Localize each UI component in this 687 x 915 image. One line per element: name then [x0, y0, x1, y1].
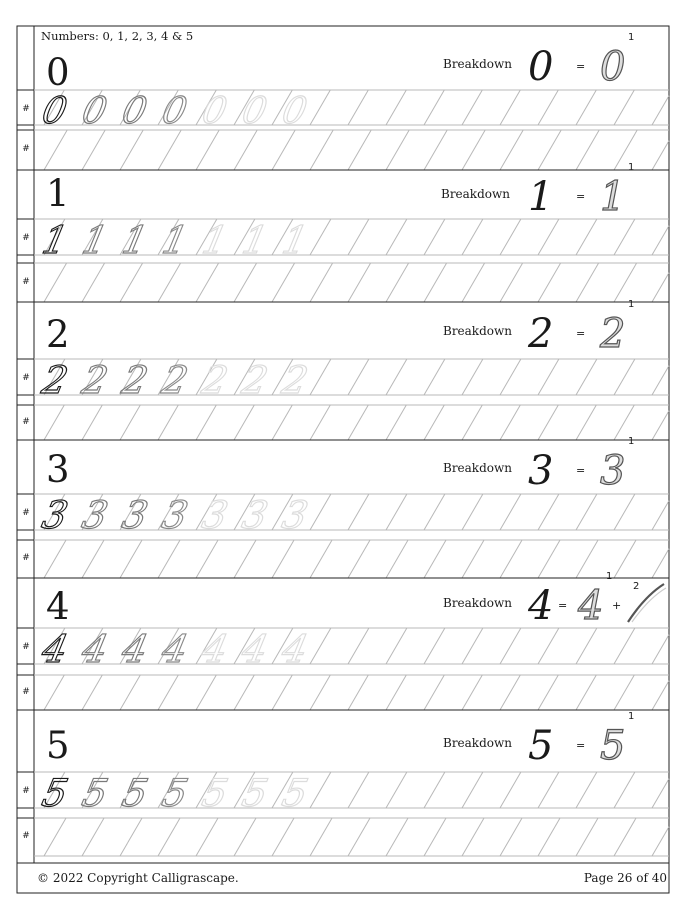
svg-text:3: 3	[600, 448, 626, 494]
svg-text:1: 1	[158, 219, 192, 263]
svg-text:4: 4	[158, 628, 192, 672]
slant-guides	[44, 263, 669, 302]
svg-text:2: 2	[633, 581, 640, 592]
breakdown-label: Breakdown	[443, 324, 512, 338]
svg-text:=: =	[576, 327, 586, 340]
svg-text:3: 3	[158, 494, 192, 538]
svg-text:5: 5	[158, 772, 192, 816]
svg-text:4: 4	[198, 628, 232, 672]
tracing-zero	[39, 89, 311, 132]
breakdown-label: Breakdown	[443, 57, 512, 71]
svg-text:1: 1	[78, 219, 112, 263]
svg-text:3: 3	[198, 494, 232, 538]
svg-text:1: 1	[606, 571, 613, 582]
svg-text:3: 3	[278, 494, 312, 538]
breakdown-one	[528, 162, 634, 220]
svg-text:1: 1	[600, 174, 626, 220]
breakdown-three	[528, 436, 634, 494]
svg-text:2: 2	[198, 359, 232, 403]
row-marker: #	[22, 642, 30, 652]
svg-text:4: 4	[38, 628, 72, 672]
row-marker: #	[22, 233, 30, 243]
svg-text:=: =	[576, 464, 586, 477]
digit-heading-one: 1	[46, 172, 70, 215]
svg-text:2: 2	[600, 311, 626, 357]
digit-heading-two: 2	[46, 313, 70, 356]
svg-text:1: 1	[628, 32, 635, 43]
svg-text:0: 0	[528, 44, 554, 90]
svg-text:1: 1	[278, 219, 312, 263]
svg-text:0: 0	[278, 89, 311, 132]
svg-text:1: 1	[198, 219, 232, 263]
svg-text:0: 0	[78, 89, 111, 132]
svg-text:2: 2	[118, 359, 152, 403]
slant-guides	[44, 540, 669, 578]
svg-text:2: 2	[278, 359, 312, 403]
svg-text:2: 2	[38, 359, 72, 403]
tracing-two	[37, 359, 311, 403]
svg-text:4: 4	[278, 628, 312, 672]
svg-text:1: 1	[238, 219, 272, 263]
svg-text:=: =	[576, 739, 586, 752]
svg-text:+: +	[612, 599, 622, 612]
tracing-four	[37, 628, 311, 672]
tracing-three	[38, 494, 311, 538]
row-marker: #	[22, 144, 30, 154]
svg-text:1: 1	[118, 219, 152, 263]
worksheet-title: Numbers: 0, 1, 2, 3, 4 & 5	[41, 29, 194, 43]
breakdown-label: Breakdown	[443, 461, 512, 475]
breakdown-label: Breakdown	[441, 187, 510, 201]
svg-text:1: 1	[528, 174, 554, 220]
svg-text:3: 3	[78, 494, 112, 538]
slant-guides	[44, 405, 669, 440]
svg-text:5: 5	[198, 772, 232, 816]
svg-text:2: 2	[78, 359, 112, 403]
row-marker: #	[22, 276, 30, 287]
svg-text:=: =	[576, 60, 586, 73]
svg-text:3: 3	[528, 448, 554, 494]
svg-text:1: 1	[628, 162, 635, 173]
tracing-one	[38, 219, 311, 263]
svg-text:3: 3	[38, 494, 72, 538]
breakdown-label: Breakdown	[443, 596, 512, 610]
slant-guides	[44, 130, 669, 170]
svg-text:0: 0	[238, 89, 271, 132]
digit-heading-five: 5	[46, 724, 70, 767]
row-marker: #	[22, 416, 30, 427]
svg-text:0: 0	[198, 89, 231, 132]
svg-text:1: 1	[628, 436, 635, 447]
svg-text:5: 5	[238, 772, 272, 816]
row-marker: #	[22, 103, 30, 114]
row-marker: #	[22, 373, 30, 383]
row-marker: #	[22, 786, 30, 796]
svg-text:0: 0	[158, 89, 191, 132]
svg-text:0: 0	[118, 89, 151, 132]
svg-text:2: 2	[238, 359, 272, 403]
row-marker: #	[22, 508, 30, 518]
svg-text:=: =	[576, 190, 586, 203]
svg-text:1: 1	[38, 219, 72, 263]
svg-text:4: 4	[118, 628, 152, 672]
breakdown-label: Breakdown	[443, 736, 512, 750]
svg-text:4: 4	[578, 583, 604, 629]
svg-text:=: =	[558, 599, 568, 612]
svg-text:5: 5	[78, 772, 112, 816]
svg-text:4: 4	[238, 628, 272, 672]
svg-text:5: 5	[528, 723, 554, 769]
page-frame	[17, 26, 669, 893]
svg-text:4: 4	[78, 628, 112, 672]
svg-text:3: 3	[118, 494, 152, 538]
slant-guides	[44, 818, 669, 856]
svg-text:5: 5	[38, 772, 72, 816]
digit-heading-three: 3	[46, 448, 70, 491]
svg-text:5: 5	[600, 723, 626, 769]
breakdown-five	[528, 711, 634, 769]
digit-heading-zero: 0	[46, 51, 70, 94]
copyright-footer: © 2022 Copyright Calligrascape.	[37, 871, 239, 885]
svg-text:0: 0	[600, 44, 626, 90]
row-marker: #	[22, 686, 30, 697]
row-marker: #	[22, 553, 30, 563]
breakdown-two	[527, 299, 634, 357]
page-number: Page 26 of 40	[583, 871, 667, 885]
svg-text:2: 2	[528, 311, 554, 357]
svg-text:5: 5	[118, 772, 152, 816]
row-marker: #	[22, 831, 30, 841]
slant-guides	[44, 675, 669, 710]
svg-text:5: 5	[278, 772, 312, 816]
tracing-five	[38, 772, 311, 816]
breakdown-four	[527, 571, 666, 629]
digit-heading-four: 4	[46, 585, 70, 628]
svg-text:0: 0	[38, 89, 71, 132]
svg-text:1: 1	[628, 299, 635, 310]
svg-text:3: 3	[238, 494, 272, 538]
breakdown-zero	[528, 32, 634, 90]
svg-text:2: 2	[158, 359, 192, 403]
svg-text:4: 4	[528, 583, 554, 629]
svg-text:1: 1	[628, 711, 635, 722]
